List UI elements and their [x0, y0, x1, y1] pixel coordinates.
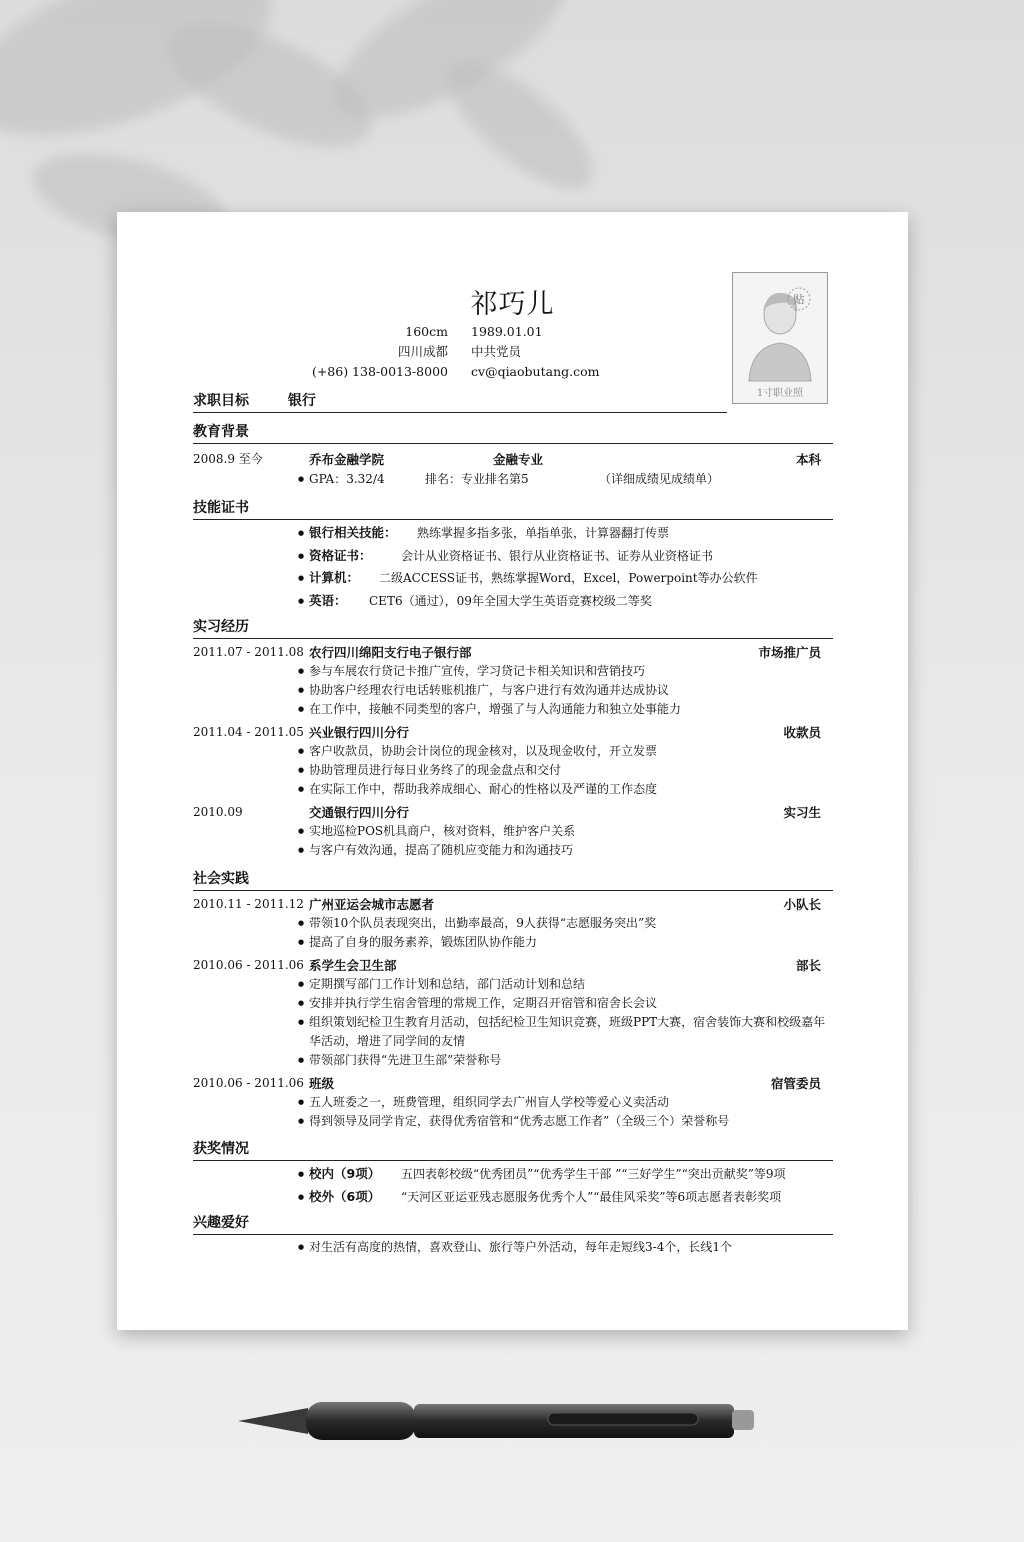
hobby-text: ● 对生活有高度的热情，喜欢登山、旅行等户外活动，每年走短线3-4个，长线1个 [193, 1238, 833, 1257]
major: 金融专业 [493, 452, 544, 467]
education-row [193, 450, 833, 470]
section-title: 教育背景 [193, 421, 833, 444]
job-point: ● 定期撰写部门工作计划和总结，部门活动计划和总结 [193, 975, 833, 994]
info-left [312, 322, 448, 382]
objective-value: 银行 [287, 393, 316, 409]
objective-row [193, 390, 727, 413]
section-title: 获奖情况 [193, 1138, 833, 1161]
email: cv@qiaobutang.com [471, 364, 600, 379]
job-point: ● 实地巡检POS机具商户，核对资料，维护客户关系 [193, 822, 833, 841]
section-title: 兴趣爱好 [193, 1212, 833, 1235]
internship-section [193, 616, 833, 860]
job-point: ● 带领10个队员表现突出，出勤率最高，9人获得“志愿服务突出”奖 [193, 914, 833, 933]
job-header: 2011.07 - 2011.08 农行四川绵阳支行电子银行部 市场推广员 [193, 645, 821, 660]
skill-item: ● 计算机： 二级ACCESS证书，熟练掌握Word，Excel，Powerpoint等办公软件 [193, 567, 833, 590]
job-point: ● 协助管理员进行每日业务终了的现金盘点和交付 [193, 761, 833, 780]
job-point: ● 客户收款员，协助会计岗位的现金核对，以及现金收付，开立发票 [193, 742, 833, 761]
section-title: 社会实践 [193, 868, 833, 891]
job-header: 2011.04 - 2011.05 兴业银行四川分行 收款员 [193, 725, 821, 740]
award-item: ● 校内（9项） 五四表彰校级“优秀团员”“优秀学生干部 ”“三好学生”“突出贡献奖”等9项 [193, 1163, 833, 1186]
job-point: ● 提高了自身的服务素养，锻炼团队协作能力 [193, 933, 833, 952]
photo-placeholder [732, 272, 828, 404]
job-point: ● 带领部门获得“先进卫生部”荣誉称号 [193, 1051, 833, 1070]
skills-section [193, 497, 833, 612]
award-item: ● 校外（6项） “天河区亚运亚残志愿服务优秀个人”“最佳风采奖”等6项志愿者表彰奖项 [193, 1186, 833, 1209]
section-title: 实习经历 [193, 616, 833, 639]
job-header: 2010.09 交通银行四川分行 实习生 [193, 805, 821, 820]
job-point: ● 在工作中，接触不同类型的客户，增强了与人沟通能力和独立处事能力 [193, 700, 833, 719]
awards-section [193, 1138, 833, 1208]
job-point: ● 与客户有效沟通，提高了随机应变能力和沟通技巧 [193, 841, 833, 860]
degree: 本科 [795, 452, 821, 467]
job-header: 2010.11 - 2011.12 广州亚运会城市志愿者 小队长 [193, 897, 821, 912]
job-point: ● 五人班委之一，班费管理，组织同学去广州盲人学校等爱心义卖活动 [193, 1093, 833, 1112]
job-point: ● 安排并执行学生宿舍管理的常规工作，定期召开宿管和宿舍长会议 [193, 994, 833, 1013]
education-section [193, 421, 833, 489]
skill-item: ● 英语： CET6（通过），09年全国大学生英语竞赛校级二等奖 [193, 590, 833, 613]
education-date: 2008.9 至今 [193, 452, 263, 466]
leaf-shadow [429, 40, 612, 209]
gpa: GPA：3.32/4 [309, 472, 385, 486]
job-point: ● 参与车展农行贷记卡推广宣传，学习贷记卡相关知识和营销技巧 [193, 662, 833, 681]
school-name: 乔布金融学院 [309, 452, 385, 467]
photo-caption: 1寸职业照 [756, 388, 804, 399]
pen-icon [238, 1396, 758, 1446]
resume-sheet [117, 212, 908, 1330]
hobby-section [193, 1212, 833, 1257]
social-section [193, 868, 833, 1131]
section-title: 技能证书 [193, 497, 833, 520]
height: 160cm [405, 324, 448, 339]
transcript-note: （详细成绩见成绩单） [599, 472, 720, 486]
political-status: 中共党员 [471, 344, 522, 359]
job-point: ● 协助客户经理农行电话转账机推广，与客户进行有效沟通并达成协议 [193, 681, 833, 700]
stamp-label: 贴 [793, 293, 805, 306]
objective-label: 求职目标 [193, 393, 249, 409]
skill-item: ● 资格证书： 会计从业资格证书、银行从业资格证书、证券从业资格证书 [193, 545, 833, 568]
info-right [471, 322, 599, 382]
job-header: 2010.06 - 2011.06 班级 宿管委员 [193, 1076, 821, 1091]
objective-section [193, 390, 727, 413]
job-point: ● 得到领导及同学肯定，获得优秀宿管和“优秀志愿工作者”（全级三个）荣誉称号 [193, 1112, 833, 1131]
phone: (+86) 138-0013-8000 [311, 364, 448, 379]
rank: 排名：专业排名第5 [425, 472, 529, 486]
job-header: 2010.06 - 2011.06 系学生会卫生部 部长 [193, 958, 821, 973]
job-point: ● 在实际工作中，帮助我养成细心、耐心的性格以及严谨的工作态度 [193, 780, 833, 799]
birthplace: 四川成都 [397, 344, 448, 359]
candidate-name: 祁巧儿 [470, 289, 555, 320]
job-point: ● 组织策划纪检卫生教育月活动，包括纪检卫生知识竞赛，班级PPT大赛，宿舍装饰大赛和校级嘉年华活动，增进了同学间的友情 [193, 1013, 833, 1051]
person-silhouette-icon [743, 281, 817, 385]
skill-item: ● 银行相关技能： 熟练掌握多指多张，单指单张，计算器翻打传票 [193, 522, 833, 545]
birth-date: 1989.01.01 [471, 324, 543, 339]
education-detail [193, 470, 833, 489]
